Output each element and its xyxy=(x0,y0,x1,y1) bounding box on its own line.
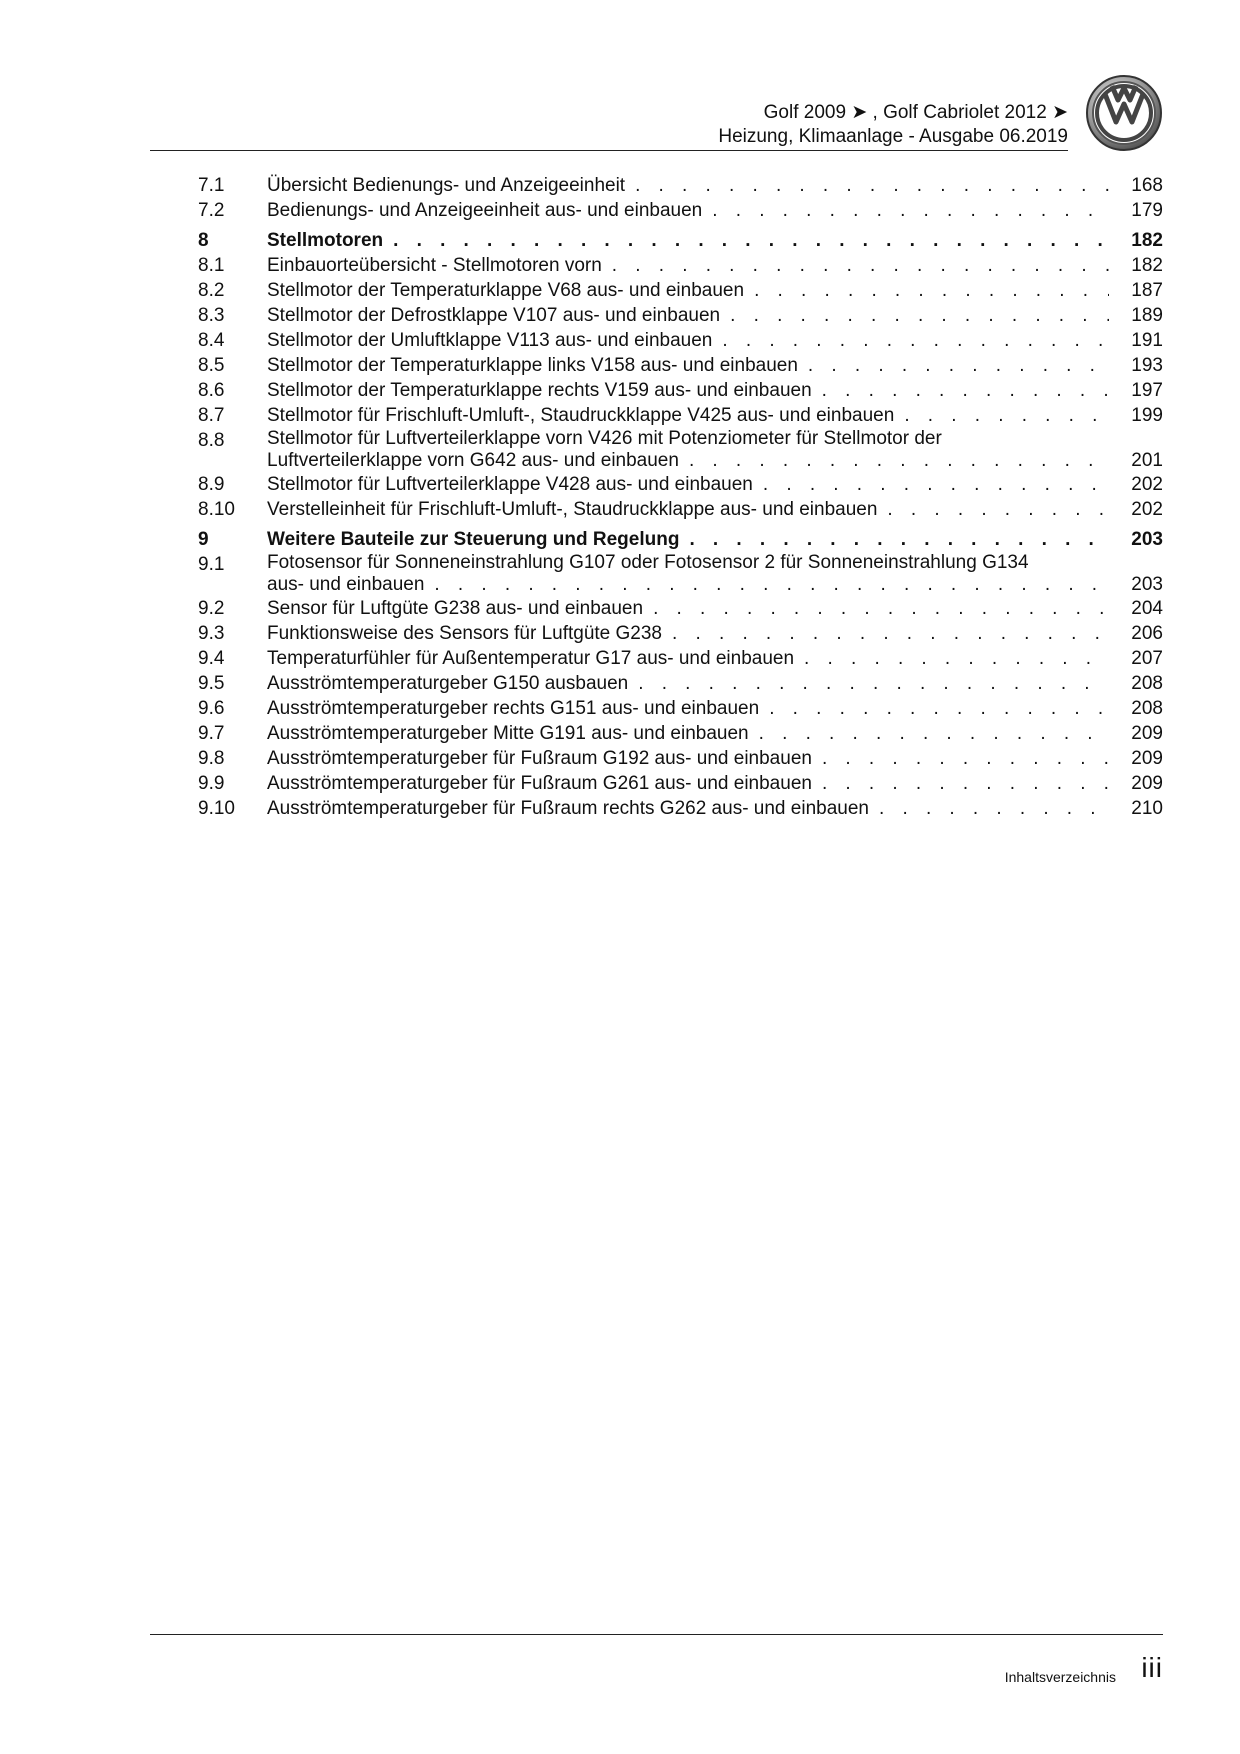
toc-entry-page: 202 xyxy=(1131,474,1163,495)
toc-entry-title: Stellmotor der Defrostklappe V107 aus- und einbauen xyxy=(267,305,721,326)
toc-entry[interactable] xyxy=(198,771,1163,796)
toc-entry-number: 8.10 xyxy=(198,499,235,520)
toc-entry-title: Ausströmtemperaturgeber G150 ausbauen xyxy=(267,673,629,694)
dot-leader xyxy=(730,303,1109,328)
toc-entry-page: 209 xyxy=(1131,723,1163,744)
toc-entry-title: Verstelleinheit für Frischluft-Umluft-, Staudruckklappe aus- und einbauen xyxy=(267,499,878,520)
toc-entry[interactable] xyxy=(198,596,1163,621)
toc-entry-number: 8.2 xyxy=(198,280,225,301)
toc-entry[interactable] xyxy=(198,646,1163,671)
toc-entry-title: Stellmotor der Temperaturklappe V68 aus- und einbauen xyxy=(267,280,745,301)
footer-page-number: iii xyxy=(1141,1652,1163,1683)
dot-leader xyxy=(393,228,1109,253)
dot-leader xyxy=(754,278,1109,303)
toc-entry-number: 7.1 xyxy=(198,175,225,196)
toc-entry[interactable] xyxy=(198,796,1163,821)
toc-entry-page: 189 xyxy=(1131,305,1163,326)
toc-entry[interactable] xyxy=(198,303,1163,328)
toc-entry-number: 8.7 xyxy=(198,405,225,426)
dot-leader xyxy=(822,746,1109,771)
toc-entry[interactable] xyxy=(198,671,1163,696)
toc-entry-page: 191 xyxy=(1131,330,1163,351)
toc-chapter-entry[interactable] xyxy=(198,228,1163,253)
toc-entry-page: 203 xyxy=(1131,529,1163,550)
toc-entry-title: Sensor für Luftgüte G238 aus- und einbauen xyxy=(267,598,644,619)
toc-entry-number: 9.2 xyxy=(198,598,225,619)
toc-entry-title: Ausströmtemperaturgeber für Fußraum G192 aus- und einbauen xyxy=(267,748,812,769)
toc-entry-title: Übersicht Bedienungs- und Anzeigeeinheit xyxy=(267,175,626,196)
toc-entry-page: 187 xyxy=(1131,280,1163,301)
toc-entry-number: 8.9 xyxy=(198,474,225,495)
toc-entry-page: 208 xyxy=(1131,673,1163,694)
toc-entry-number: 9.9 xyxy=(198,773,225,794)
vw-logo-icon xyxy=(1085,74,1163,152)
toc-entry-page: 210 xyxy=(1131,798,1163,819)
toc-entry-number: 9.8 xyxy=(198,748,225,769)
dot-leader xyxy=(653,596,1109,621)
dot-leader xyxy=(672,621,1109,646)
toc-entry-title: Einbauorteübersicht - Stellmotoren vorn xyxy=(267,255,602,276)
toc-entry-number: 9.3 xyxy=(198,623,225,644)
dot-leader xyxy=(722,328,1109,353)
toc-entry-page: 182 xyxy=(1131,255,1163,276)
toc-entry[interactable] xyxy=(198,428,1163,472)
dot-leader xyxy=(904,403,1109,428)
toc-entry-title: Stellmotor für Luftverteilerklappe V428 aus- und einbauen xyxy=(267,474,753,495)
dot-leader xyxy=(638,671,1109,696)
dot-leader xyxy=(689,527,1109,552)
toc-entry-page: 204 xyxy=(1131,598,1163,619)
toc-entry-title: Stellmotor der Umluftklappe V113 aus- und einbauen xyxy=(267,330,713,351)
table-of-contents xyxy=(198,173,1163,821)
toc-entry-number: 9.7 xyxy=(198,723,225,744)
toc-entry-number: 8.4 xyxy=(198,330,225,351)
toc-entry-page: 182 xyxy=(1131,230,1163,251)
toc-entry[interactable] xyxy=(198,497,1163,522)
toc-entry-title-line1: Stellmotor für Luftverteilerklappe vorn V426 mit Potenziometer für Stellmotor der xyxy=(267,428,942,449)
toc-entry-number: 8.3 xyxy=(198,305,225,326)
dot-leader xyxy=(887,497,1109,522)
toc-entry[interactable] xyxy=(198,552,1163,596)
toc-entry-number: 9.6 xyxy=(198,698,225,719)
toc-entry[interactable] xyxy=(198,198,1163,223)
toc-entry-page: 202 xyxy=(1131,499,1163,520)
toc-entry[interactable] xyxy=(198,353,1163,378)
toc-entry-page: 168 xyxy=(1131,175,1163,196)
toc-entry[interactable] xyxy=(198,278,1163,303)
toc-entry-page: 203 xyxy=(1131,574,1163,595)
toc-entry-title-line1: Fotosensor für Sonneneinstrahlung G107 oder Fotosensor 2 für Sonneneinstrahlung G134 xyxy=(267,552,1029,573)
toc-entry[interactable] xyxy=(198,173,1163,198)
toc-entry-page: 209 xyxy=(1131,773,1163,794)
toc-entry-title: Stellmotor der Temperaturklappe links V158 aus- und einbauen xyxy=(267,355,798,376)
dot-leader xyxy=(769,696,1109,721)
toc-entry-number: 8.8 xyxy=(198,430,225,451)
toc-entry-title: Stellmotor für Frischluft-Umluft-, Staudruckklappe V425 aus- und einbauen xyxy=(267,405,895,426)
dot-leader xyxy=(689,450,1109,472)
toc-entry-number: 7.2 xyxy=(198,200,225,221)
toc-entry-number: 9 xyxy=(198,529,209,550)
footer-section-label: Inhaltsverzeichnis xyxy=(1004,1669,1116,1685)
page-footer xyxy=(150,1634,1163,1685)
toc-entry-page: 207 xyxy=(1131,648,1163,669)
toc-entry-title: Ausströmtemperaturgeber für Fußraum G261 aus- und einbauen xyxy=(267,773,812,794)
toc-chapter-entry[interactable] xyxy=(198,527,1163,552)
toc-entry-number: 9.5 xyxy=(198,673,225,694)
toc-entry-title: aus- und einbauen xyxy=(267,574,425,595)
toc-entry[interactable] xyxy=(198,403,1163,428)
toc-entry-page: 209 xyxy=(1131,748,1163,769)
dot-leader xyxy=(763,472,1109,497)
toc-entry-page: 179 xyxy=(1131,200,1163,221)
toc-entry-number: 9.1 xyxy=(198,554,225,575)
toc-entry[interactable] xyxy=(198,328,1163,353)
dot-leader xyxy=(822,378,1109,403)
toc-entry-page: 197 xyxy=(1131,380,1163,401)
toc-entry-title: Ausströmtemperaturgeber Mitte G191 aus- und einbauen xyxy=(267,723,749,744)
toc-entry-title: Funktionsweise des Sensors für Luftgüte G238 xyxy=(267,623,663,644)
dot-leader xyxy=(804,646,1109,671)
dot-leader xyxy=(822,771,1109,796)
toc-entry[interactable] xyxy=(198,746,1163,771)
toc-entry-title: Ausströmtemperaturgeber für Fußraum rechts G262 aus- und einbauen xyxy=(267,798,869,819)
toc-entry-number: 8.6 xyxy=(198,380,225,401)
toc-entry[interactable] xyxy=(198,721,1163,746)
dot-leader xyxy=(808,353,1109,378)
toc-entry-number: 8 xyxy=(198,230,209,251)
header-model-line: Golf 2009 ➤ , Golf Cabriolet 2012 ➤ xyxy=(763,102,1068,123)
toc-entry-page: 208 xyxy=(1131,698,1163,719)
page-header xyxy=(150,92,1068,151)
toc-entry-title: Bedienungs- und Anzeigeeinheit aus- und einbauen xyxy=(267,200,703,221)
toc-entry-number: 9.10 xyxy=(198,798,235,819)
toc-entry-title: Weitere Bauteile zur Steuerung und Regelung xyxy=(267,529,680,550)
toc-entry-page: 193 xyxy=(1131,355,1163,376)
toc-entry-title: Stellmotor der Temperaturklappe rechts V159 aus- und einbauen xyxy=(267,380,812,401)
toc-entry-page: 201 xyxy=(1131,450,1163,471)
toc-entry-number: 8.1 xyxy=(198,255,225,276)
toc-entry-number: 9.4 xyxy=(198,648,225,669)
toc-entry-number: 8.5 xyxy=(198,355,225,376)
toc-entry[interactable] xyxy=(198,621,1163,646)
toc-entry[interactable] xyxy=(198,253,1163,278)
toc-entry-title: Luftverteilerklappe vorn G642 aus- und einbauen xyxy=(267,450,679,471)
header-title-line: Heizung, Klimaanlage - Ausgabe 06.2019 xyxy=(718,126,1068,147)
toc-entry-title: Stellmotoren xyxy=(267,230,384,251)
dot-leader xyxy=(759,721,1109,746)
toc-entry-page: 206 xyxy=(1131,623,1163,644)
dot-leader xyxy=(434,574,1109,596)
toc-entry[interactable] xyxy=(198,696,1163,721)
toc-entry-title: Ausströmtemperaturgeber rechts G151 aus- und einbauen xyxy=(267,698,760,719)
toc-entry[interactable] xyxy=(198,378,1163,403)
dot-leader xyxy=(879,796,1109,821)
dot-leader xyxy=(635,173,1109,198)
dot-leader xyxy=(712,198,1109,223)
toc-entry-title: Temperaturfühler für Außentemperatur G17 aus- und einbauen xyxy=(267,648,795,669)
toc-entry[interactable] xyxy=(198,472,1163,497)
dot-leader xyxy=(612,253,1109,278)
toc-entry-page: 199 xyxy=(1131,405,1163,426)
